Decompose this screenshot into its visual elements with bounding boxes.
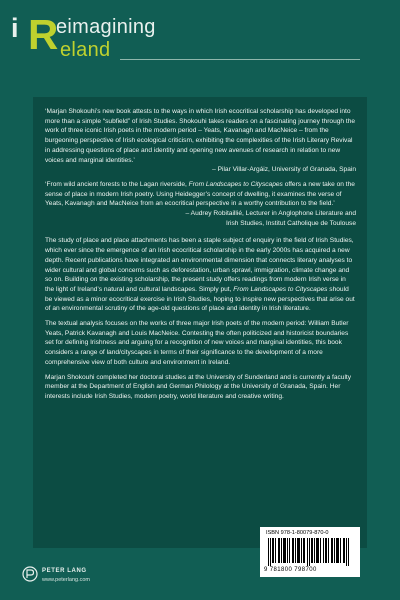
publisher-name: PETER LANG (42, 568, 87, 574)
book-title-italic: From Landscapes to Cityscapes (233, 285, 328, 293)
peter-lang-logo-icon (22, 566, 38, 582)
author-bio: Marjan Shokouhi completed her doctoral studies at the University of Sunderland and is currently a faculty member at the Department of English and German Philology at the University of Granada, Spain. Her interests include Irish Studies, modern poetry, world literature and creative writing. (45, 373, 352, 400)
endorsement-1-attribution: – Pilar Villar-Argáiz, University of Granada, Spain (212, 166, 356, 174)
endorsement-2-attribution: – Audrey Robitaillié, Lecturer in Anglophone Literature and Irish Studies, Institut Catholique de Toulouse (185, 210, 356, 227)
back-cover-text-panel (33, 97, 367, 548)
description-paragraph-2: The textual analysis focuses on the works of three major Irish poets of the modern period: William Butler Yeats, Patrick Kavanagh and Louis MacNeice. Contesting the often politicized and historicist boundaries set for defining Irishness and arguing for a recognition of new voices and marginal identities, this book considers a range of land/cityscapes in terms of their significance to the development of a more comprehensive view of both culture and environment in Ireland. (45, 320, 349, 366)
logo-letter-r: R (28, 11, 58, 58)
endorsement-1-quote: ‘Marjan Shokouhi’s new book attests to the ways in which Irish ecocritical scholarship has developed into more than a simple “subfield” of Irish Studies. Shokouhi takes readers on a fascinating journey through the work of three iconic Irish poets in the modern period – Yeats, Kavanagh and MacNeice – from the burgeoning perspective of Irish ecological criticism, exhibiting the complexities of the Irish Literary Revival in addressing questions of place and identity and opening new avenues of research in relation to new voices and marginal identities.’ (45, 108, 356, 164)
series-logo (0, 0, 400, 80)
isbn-label: ISBN 978-1-80079-870-0 (266, 530, 329, 536)
logo-word-land: eland (60, 39, 111, 61)
barcode-bars (268, 538, 352, 566)
book-title-italic: From Landscapes to Cityscapes (188, 180, 283, 188)
logo-underline (120, 59, 360, 60)
logo-word-imagining: eimagining (56, 16, 156, 38)
publisher-url[interactable]: www.peterlang.com (42, 577, 90, 583)
description-paragraph-1: The study of place and place attachments has been a staple subject of enquiry in the field of Irish Studies, which ever since the emergence of an Irish ecocritical scholarship in the early 2000s has acquired a new depth. Recent publications have integrated an environmental dimension that connects literary analyses to wider cultural and global concerns such as deforestation, urban sprawl, immigration, climate change and so on. Building on the existing scholarship, the present study offers readings from modern Irish verse in the light of Ireland’s natural and cultural landscapes. Simply put, From Landscapes to Cityscapes should be viewed as a minor ecocritical exercise in Irish Studies, hoping to inspire new perspectives that arise out of an environmental scrutiny of the age-old questions of place and identity in Irish literature. (45, 237, 355, 313)
isbn-barcode (260, 527, 360, 577)
logo-letter-i: i (11, 13, 19, 43)
barcode-digits: 9 781800 798700 (264, 567, 317, 573)
endorsement-2-quote: ‘From wild ancient forests to the Lagan riverside, From Landscapes to Cityscapes offers a new take on the sense of place in modern Irish poetry. Using Heidegger’s concept of dwelling, it examines the verse of Yeats, Kavanagh and MacNeice from an ecocritical perspective in a worthy contribution to the field.’ (45, 180, 355, 208)
